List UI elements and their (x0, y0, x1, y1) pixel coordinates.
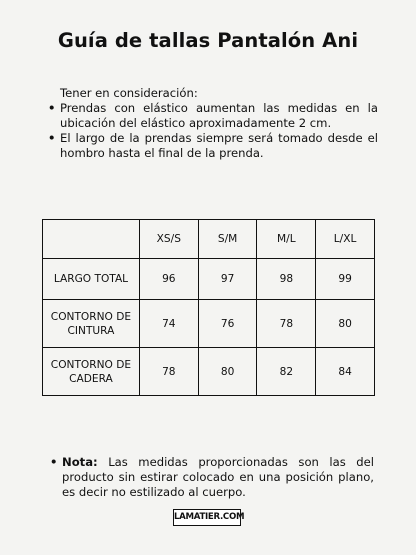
row-label-contorno-cintura (43, 300, 140, 348)
intro-bullets (48, 101, 378, 161)
note-text: Las medidas proporcionadas son las del producto sin estirar colocado en una posición plano, es decir no estilizado al cuerpo. (62, 455, 374, 499)
table-cell: 98 (257, 259, 316, 300)
bullet-item: • El largo de la prendas siempre será tomado desde el hombro hasta el final de la prenda. (48, 131, 378, 161)
intro-lead: Tener en consideración: (60, 86, 198, 100)
bullet-item: • Prendas con elástico aumentan las medidas en la ubicación del elástico aproximadamente 2 cm. (48, 101, 378, 131)
table-cell: 97 (198, 259, 257, 300)
table-cell: 78 (139, 348, 198, 396)
brand-badge: LAMATIER.COM (173, 509, 241, 526)
table-cell: 82 (257, 348, 316, 396)
intro-section (48, 86, 378, 161)
table-header-row (43, 220, 375, 259)
table-cell: 80 (316, 300, 375, 348)
table-cell: 74 (139, 300, 198, 348)
row-label-text: CONTORNO DE CINTURA (50, 310, 132, 337)
table-row (43, 259, 375, 300)
table-cell: 96 (139, 259, 198, 300)
table-cell: 99 (316, 259, 375, 300)
header-cell-empty (43, 220, 140, 259)
table-row (43, 348, 375, 396)
header-cell-l-xl: L/XL (316, 220, 375, 259)
note-list (50, 455, 374, 500)
row-label-largo-total: LARGO TOTAL (43, 259, 140, 300)
table-cell: 80 (198, 348, 257, 396)
table-cell: 84 (316, 348, 375, 396)
note-section (50, 455, 374, 500)
note-label: Nota: (62, 455, 98, 469)
table-cell: 78 (257, 300, 316, 348)
header-cell-m-l: M/L (257, 220, 316, 259)
note-item (50, 455, 374, 500)
table-cell: 76 (198, 300, 257, 348)
size-table (42, 219, 375, 396)
table-row (43, 300, 375, 348)
row-label-text: CONTORNO DE CADERA (50, 358, 132, 385)
page-title: Guía de tallas Pantalón Ani (57, 29, 359, 52)
header-cell-s-m: S/M (198, 220, 257, 259)
header-cell-xs-s: XS/S (139, 220, 198, 259)
row-label-contorno-cadera (43, 348, 140, 396)
